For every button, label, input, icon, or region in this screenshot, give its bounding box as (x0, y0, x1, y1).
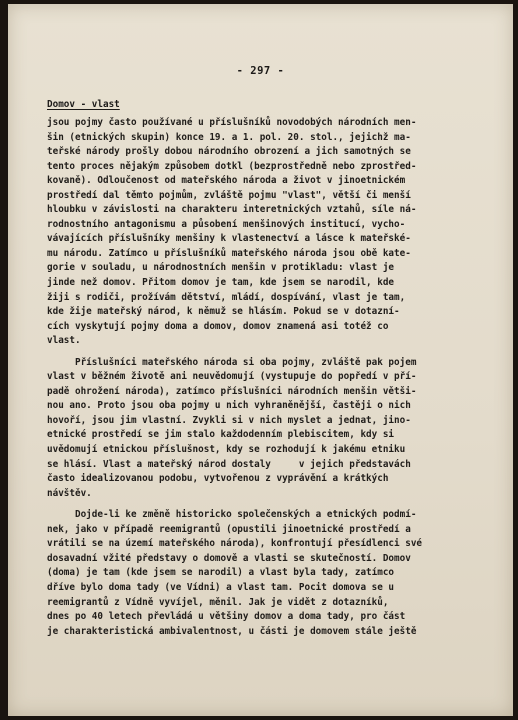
text-line: uvědomují etnickou příslušnost, kdy se rozhodují k jakému etniku (47, 444, 406, 456)
text-line: etnické prostředí se jim stalo každodenním plebiscitem, kdy si (47, 429, 395, 441)
text-line: kde žije mateřský národ, k němuž se hlásím. Pokud se v dotazní- (47, 306, 400, 318)
text-line: vlast v běžném životě ani neuvědomují (vystupuje do popředí v pří- (47, 371, 417, 383)
text-line: šin (etnických skupin) konce 19. a 1. pol. 20. stol., jejichž ma- (47, 131, 411, 143)
text-line: hloubku v závislosti na charakteru interetnických vztahů, síle ná- (47, 204, 417, 216)
text-line: hovoří, jsou jim vlastní. Zvykli si v nich myslet a jednat, jino- (47, 414, 411, 426)
paragraph-spacer (47, 501, 507, 508)
text-line: nek, jako v případě reemigrantů (opustili jinoetnické prostředí a (47, 523, 411, 535)
text-line: jinde než domov. Přitom domov je tam, kde jsem se narodil, kde (47, 277, 395, 289)
text-line: je charakteristická ambivalentnost, u části je domovem stále ještě (47, 625, 417, 637)
paragraph-3 (47, 508, 507, 639)
paragraph-2 (47, 356, 507, 501)
text-line: nou ano. Proto jsou oba pojmy u nich vyhraněnější, častěji o nich (47, 400, 411, 412)
text-line: často idealizovanou podobu, vytvořenou z vyprávění a krátkých (47, 473, 389, 485)
body-text (47, 116, 507, 639)
text-line: dosavadní vžité představy o domově a vlasti se skutečností. Domov (47, 552, 411, 564)
paper-sheet (8, 4, 513, 716)
text-line: dnes po 40 letech převládá u většiny domov a doma tady, pro část (47, 611, 406, 623)
text-line: Dojde-li ke změně historicko společenských a etnických podmí- (47, 509, 417, 521)
text-line: návštěv. (47, 487, 92, 499)
text-line: vávajících příslušníky menšiny k vlastenectví a lásce k mateřské- (47, 233, 411, 245)
text-line: cích vyskytují pojmy doma a domov, domov znamená asi totéž co (47, 320, 389, 332)
text-line: jsou pojmy často používané u příslušníků novodobých národních men- (47, 117, 417, 128)
text-line: gorie v souladu, u národnostních menšin v protikladu: vlast je (47, 262, 395, 274)
text-line: vlast. (47, 335, 81, 347)
text-line: reemigrantů z Vídně vyvíjel, měnil. Jak je vidět z dotazníků, (47, 596, 389, 608)
text-line: vrátili se na území mateřského národa), konfrontují přesídlenci své (47, 538, 423, 550)
text-line: tento proces nějakým způsobem dotkl (bezprostředně nebo zprostřed- (47, 160, 417, 172)
text-line: rodnostního antagonismu a působení menšinových institucí, vycho- (47, 218, 406, 230)
text-line: mu národu. Zatímco u příslušníků mateřského národa jsou obě kate- (47, 247, 411, 259)
text-line: se hlásí. Vlast a mateřský národ dostaly v jejich představách (47, 458, 411, 470)
text-line: Příslušníci mateřského národa si oba pojmy, zvláště pak pojem (47, 356, 417, 368)
paragraph-1 (47, 116, 507, 349)
text-line: prostředí dal těmto pojmům, zvláště pojmu "vlast", větší či menší (47, 189, 411, 201)
text-line: dříve bylo doma tady (ve Vídni) a vlast tam. Pocit domova se u (47, 581, 395, 593)
text-line: žiji s rodiči, prožívám dětství, mládí, dospívání, vlast je tam, (47, 291, 406, 303)
text-line: (doma) je tam (kde jsem se narodil) a vlast byla tady, zatímco (47, 567, 395, 579)
paragraph-spacer (47, 349, 507, 356)
page-number: - 297 - (236, 65, 285, 77)
text-line: padě ohrožení národa), zatímco příslušníci národních menšin větši- (47, 385, 417, 397)
text-line: teřské národy prošly dobou národního obrození a jich samotných se (47, 146, 411, 158)
section-heading: Domov - vlast (47, 99, 120, 110)
text-line: kovaně). Odloučenost od mateřského národa a život v jinoetnickém (47, 175, 406, 187)
